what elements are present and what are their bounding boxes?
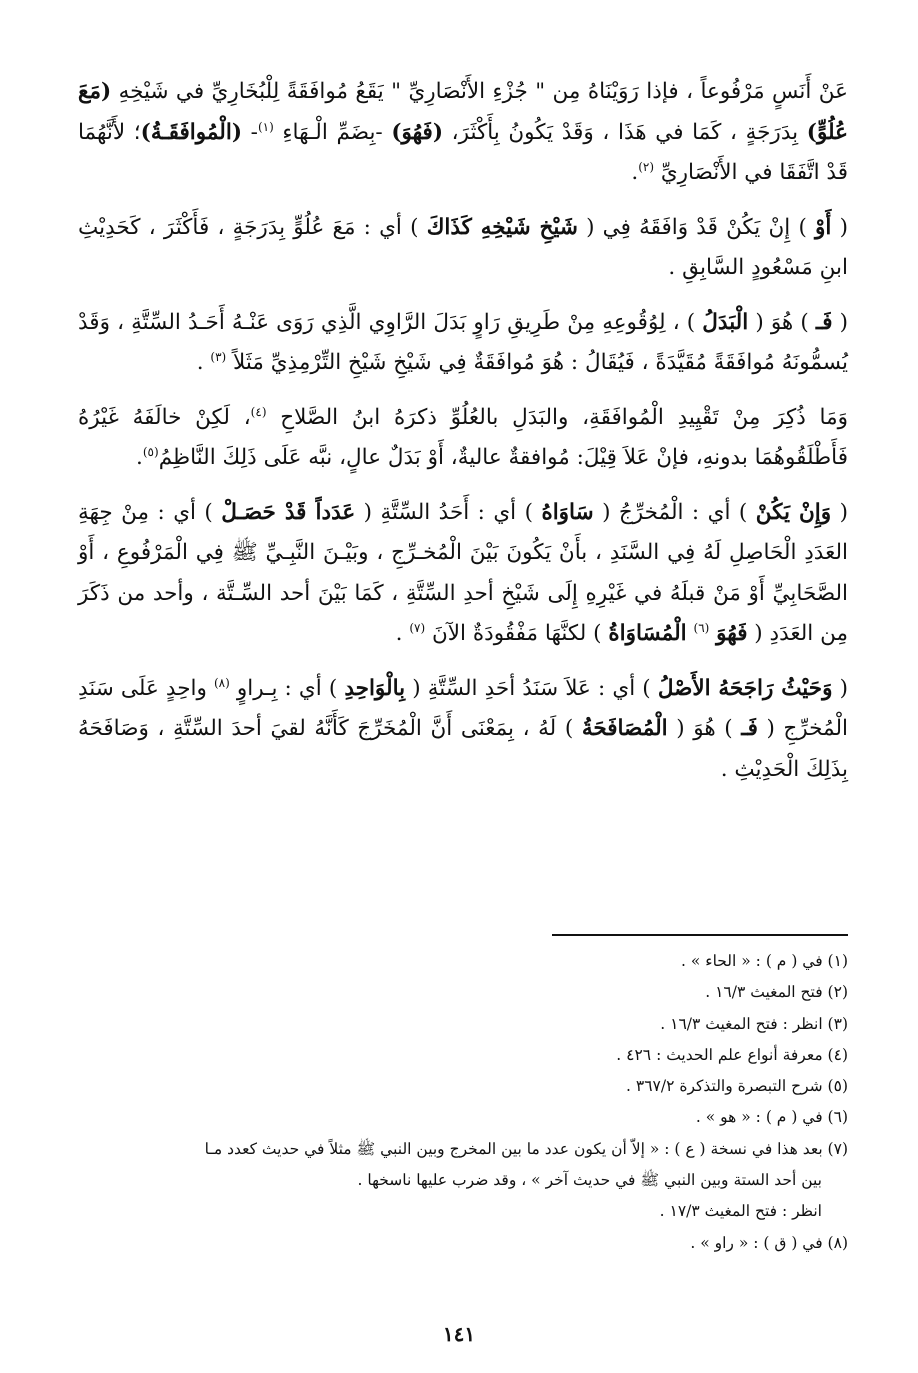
text-segment: ( [832, 675, 848, 701]
text-segment: بِدَرَجَةٍ ، كَمَا في هَذَا ، وَقَدْ يَكُونُ بِأَكْثَرَ، [443, 119, 807, 145]
paragraph [78, 208, 848, 289]
text-segment: ( [831, 499, 849, 525]
bold-term: عَدَداً قَدْ حَصَـلْ [221, 499, 356, 525]
footnote-ref: (٢) [638, 159, 655, 174]
bold-term: (الْمُوافَقَـةُ) [140, 119, 242, 145]
bold-term: الْمُصَافَحَةُ [581, 716, 668, 741]
footnote-ref: (٨) [213, 675, 230, 690]
text-segment: وَمَا ذُكِرَ مِنْ تَقْيِيدِ الْمُوافَقَةِ، والبَدَلِ بالعُلُوِّ ذكرَهُ ابنُ الصَّلاحِ [266, 404, 848, 430]
text-segment: . [395, 621, 410, 646]
footnote-line: بين أحد الستة وبين النبي ﷺ في حديث آخر » ، وقد ضرب عليها ناسخها . [357, 1171, 822, 1190]
text-segment: ) هُوَ ( [748, 309, 816, 335]
bold-term: وَحَيْثُ رَاجَحَهُ الأَصْلُ [657, 675, 833, 701]
paragraph [78, 303, 848, 384]
text-segment: ، لَكِنْ خالَفَهُ غَيْرُهُ فَأَطْلَقُوهُمَا بدونهِ، فإنْ عَلاَ قِيْلَ: مُوافقةٌ عاليةٌ، أَوْ بَدَلٌ عالٍ، نبَّه عَلَى ذَلِكَ النَّاظِمُ [78, 404, 848, 470]
bold-term: (مَعَ عُلُوٍّ) [78, 79, 848, 145]
text-segment: - [242, 119, 258, 145]
footnote-line: (٣) انظر : فتح المغيث ١٦/٣ . [660, 1014, 848, 1033]
bold-term: الْمُسَاوَاةُ [608, 621, 687, 646]
text-segment: -بِضَمِّ الْـهَاءِ [273, 119, 392, 145]
footnote-ref: (٣) [210, 349, 227, 364]
text-segment: ) أي : بِـراوٍ [229, 675, 345, 701]
main-text [78, 72, 848, 804]
footnote-ref: (٤) [250, 404, 267, 419]
footnote-line: (١) في ( م ) : « الحاء » . [681, 952, 848, 970]
footnote-divider [552, 934, 848, 936]
text-segment: ) لكنَّهَا مَفْقُودَةٌ الآنَ [425, 621, 609, 646]
footnote-ref: (٦) [693, 620, 710, 635]
text-segment: ( [832, 309, 848, 335]
paragraph [78, 72, 848, 194]
text-segment: ) أي : أَحَدُ السِّتَّةِ ( [355, 499, 542, 525]
bold-term: (فَهُوَ) [391, 119, 443, 145]
bold-term: فَـ [815, 309, 833, 335]
footnote-line: (٨) في ( ق ) : « راو » . [690, 1233, 848, 1252]
text-segment: ) ، لِوُقُوعِهِ مِنْ طَرِيقِ رَاوٍ بَدَلَ الرَّاوِي الَّذِي رَوَى عَنْـهُ أَحَـدُ السِّتَّةِ ، وَقَدْ يُسمُّونَهُ مُوافَقَةً مُقَيَّدَةً ، فَيُقَالُ : هُوَ مُوافَقَةٌ فِي شَيْخِ شَيْخِ التِّرْمِذِيِّ مَثَلاً [78, 309, 848, 375]
text-segment: . [631, 160, 639, 185]
bold-term: سَاوَاهُ [541, 499, 594, 525]
paragraph [78, 493, 848, 655]
text-segment: . [136, 445, 143, 470]
text-segment [687, 621, 694, 646]
paragraph [78, 398, 848, 479]
footnote-line: (٦) في ( م ) : « هو » . [695, 1108, 848, 1127]
footnote-ref: (٧) [409, 620, 426, 635]
text-segment: واحِدٍ عَلَى سَنَدِ الْمُخرِّجِ ( [78, 675, 848, 741]
footnote-line: (٥) شرح التبصرة والتذكرة ٣٦٧/٢ . [626, 1077, 848, 1096]
text-segment: ) أي : مِنْ جِهَةِ العَدَدِ الْحَاصِلِ لَهُ فِي السَّنَدِ ، بأَنْ يَكُونَ بَيْنَ الْمُخـرِّجِ ، وبَيْـنَ النَّبِـيِّ ﷺ فِي الْمَرْفُوعِ ، أَوْ الصَّحَابِيِّ أَوْ مَنْ قبلَهُ في غَيْرِهِ إِلَى شَيْخِ أحدِ السِّتَّةِ ، كَمَا بَيْنَ أحد السِّـتَّة ، وأحد من ذَكَرَ مِن العَدَدِ ( [78, 499, 848, 646]
footnote-line: (٢) فتح المغيث ١٦/٣ . [705, 983, 848, 1002]
text-segment: ) إِنْ يَكُنْ قَدْ وَافَقَهُ فِي ( [577, 214, 816, 240]
bold-term: الْبَدَلُ [702, 309, 749, 335]
bold-term: فَهُوَ [716, 621, 748, 646]
footnote-ref: (١) [257, 119, 274, 134]
text-segment: ؛ لأَنَّهُمَا قَدْ اتَّفَقَا في الأَنْصَارِيِّ [78, 119, 848, 185]
footnote-line: (٤) معرفة أنواع علم الحديث : ٤٢٦ . [616, 1045, 848, 1064]
text-segment: ) أي : الْمُخرِّجُ ( [593, 499, 756, 525]
bold-term: أَوْ [815, 214, 832, 240]
text-segment: ) لَهُ ، بِمَعْنَى أَنَّ الْمُخَرِّجَ كَأَنَّهُ لقيَ أحدَ السِّتَّةِ ، وَصَافَحَهُ بِذَلِكَ الْحَدِيْثِ . [78, 716, 848, 782]
bold-term: فَـ [741, 716, 758, 741]
text-segment: ) أي : عَلاَ سَنَدُ أحَدِ السِّتَّةِ ( [405, 675, 658, 701]
footnote-line: انظر : فتح المغيث ١٧/٣ . [659, 1202, 822, 1221]
footnote-ref: (٥) [142, 444, 159, 459]
bold-term: وَإِنْ يَكُنْ [755, 499, 832, 525]
text-segment: . [196, 350, 211, 375]
footnote-line: (٧) بعد هذا في نسخة ( ع ) : « إلاّ أن يكون عدد ما بين المخرج وبين النبي ﷺ مثلاً في حديث كعدد مـا [204, 1139, 848, 1158]
page-number: ١٤١ [442, 1322, 476, 1346]
footnotes [78, 946, 848, 1259]
text-segment: ) هُوَ ( [667, 716, 742, 741]
text-segment: ) أي : مَعَ عُلُوٍّ بِدَرَجَةٍ ، فَأَكْثَرَ ، كَحَدِيْثِ ابنِ مَسْعُودٍ السَّابِقِ . [78, 214, 848, 280]
paragraph [78, 669, 848, 791]
bold-term: شَيْخِ شَيْخِهِ كَذَاكَ [426, 214, 578, 240]
text-segment: ( [831, 214, 848, 240]
bold-term: بِالْوَاحِدِ [344, 675, 406, 701]
text-segment: عَنْ أَنَسٍ مَرْفُوعاً ، فإذا رَوَيْنَاهُ مِن " جُزْءِ الأَنْصَارِيِّ " يَقَعُ مُوافَقَةً لِلْبُخَارِيِّ في شَيْخِهِ [111, 79, 848, 104]
